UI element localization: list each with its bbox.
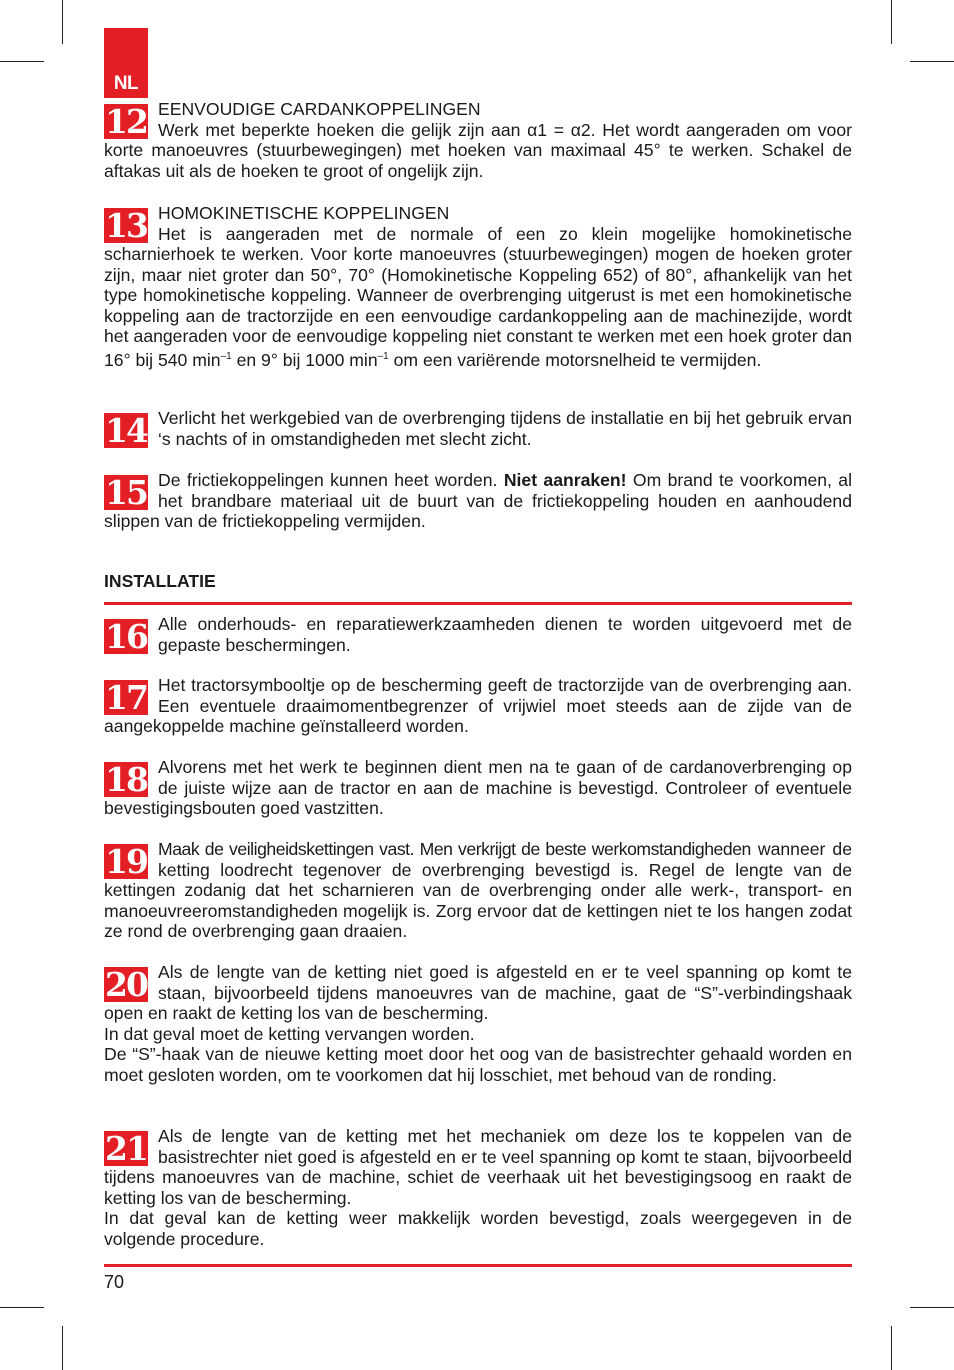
item-number-badge: 18: [105, 760, 147, 799]
item-number-badge: 12: [105, 102, 147, 141]
item-14: [104, 408, 852, 449]
item-text: Alle onderhouds- en reparatiewerkzaamheden dienen te worden uitgevoerd met de gepaste beschermingen.: [158, 614, 852, 655]
item-number-badge: 15: [105, 473, 147, 512]
crop-mark: [910, 61, 954, 62]
item-number-badge: 19: [105, 842, 147, 881]
item-number-badge: 13: [105, 206, 147, 245]
item-text: Het tractorsymbooltje op de bescherming geeft de tractorzijde van de overbrenging aan. Een eventuele draaimomentbegrenzer of vrijwiel moet steeds aan de zijde van de aangekoppelde machine geïnstalleerd worden.: [104, 675, 852, 736]
item-number-badge: 16: [105, 617, 147, 656]
language-tab-label: NL: [113, 73, 139, 94]
section-title: INSTALLATIE: [104, 571, 216, 591]
item-text: De frictiekoppelingen kunnen heet worden. Niet aanraken! Om brand te voorkomen, al het brandbare materiaal uit de buurt van de frictiekoppeling houden en aanhoudend slippen van de frictiekoppeling vermijden.: [104, 470, 852, 531]
item-number-badge: 20: [105, 965, 147, 1004]
item-heading: HOMOKINETISCHE KOPPELINGEN: [158, 203, 450, 223]
section-divider: [104, 602, 852, 605]
crop-mark: [891, 1326, 892, 1370]
item-19: [104, 839, 852, 942]
item-text: Werk met beperkte hoeken die gelijk zijn aan α1 = α2. Het wordt aangeraden om voor korte manoeuvres (stuurbewegingen) met hoeken van maximaal 45° te werken. Schakel de aftakas uit als de hoeken te groot of ongelijk zijn.: [104, 119, 852, 181]
page-number: 70: [104, 1272, 125, 1292]
item-20: [104, 962, 852, 1085]
item-16: [104, 614, 852, 655]
item-13: [104, 203, 852, 370]
crop-mark: [0, 61, 44, 62]
item-number-badge: 21: [105, 1129, 147, 1168]
crop-mark: [62, 0, 63, 44]
item-15: [104, 470, 852, 532]
item-text: Maak de veiligheidskettingen vast. Men verkrijgt de beste werkomstandigheden wanneer de ketting loodrecht tegenover de overbrenging bevestigd is. Regel de lengte van de kettingen zodanig dat het scharnieren van de overbrenging onder alle werk-, transport- en manoeuvreeromstandigheden mogelijk is. Zorg ervoor dat de kettingen niet te los hangen zodat ze rond de overbrenging gaan draaien.: [104, 839, 852, 941]
item-number-badge: 14: [105, 411, 147, 450]
warning-text: Niet aanraken!: [503, 470, 627, 490]
item-17: [104, 675, 852, 737]
item-18: [104, 757, 852, 819]
item-text: Als de lengte van de ketting met het mechaniek om deze los te koppelen van de basistrechter niet goed is afgesteld en er te veel spanning op komt te staan, bijvoorbeeld tijdens manoeuvres van de machine, schiet de veerhaak uit het bevestigingsoog en raakt de ketting los van de bescherming.: [104, 1126, 852, 1208]
item-text: Het is aangeraden met de normale of een zo klein mogelijke homokinetische scharnierhoek te werken. Voor korte manoeuvres (stuurbewegingen) mogen de hoeken groter zijn, maar niet groter dan 50°, 70° (Homokinetische Koppeling 652) of 80°, afhankelijk van het type homokinetische koppeling. Wanneer de overbrenging uitgerust is met een homokinetische koppeling aan de tractorzijde en een eenvoudige cardankoppeling aan de machinezijde, wordt het aangeraden voor de eenvoudige koppeling niet constant te werken met een hoek groter dan 16° bij 540 $\min^{-1}$ en 9° bij 1000 $\min^{-1}$ om een variërende motorsnelheid te vermijden.: [104, 223, 852, 370]
item-text: Als de lengte van de ketting niet goed is afgesteld en er te veel spanning op komt te staan, bijvoorbeeld tijdens manoeuvres van de machine, gaat de “S”-verbindingshaak open en raakt de ketting los van de bescherming.: [104, 962, 852, 1023]
item-text: Verlicht het werkgebied van de overbrenging tijdens de installatie en bij het gebruik ervan ‘s nachts of in omstandigheden met slecht zicht.: [158, 408, 852, 449]
item-number-badge: 17: [105, 678, 147, 717]
crop-mark: [891, 0, 892, 44]
item-12: [104, 99, 852, 181]
item-21: [104, 1126, 852, 1249]
item-heading: EENVOUDIGE CARDANKOPPELINGEN: [158, 99, 481, 119]
item-text: In dat geval moet de ketting vervangen worden.: [104, 1023, 475, 1044]
footer-divider: [104, 1264, 852, 1267]
language-tab: [104, 28, 148, 98]
crop-mark: [910, 1307, 954, 1308]
crop-mark: [0, 1307, 44, 1308]
item-text: Alvorens met het werk te beginnen dient men na te gaan of de cardanoverbrenging op de juiste wijze aan de tractor en aan de machine is bevestigd. Controleer of eventuele bevestigingsbouten goed vastzitten.: [104, 757, 852, 818]
item-text: De “S”-haak van de nieuwe ketting moet door het oog van de basistrechter gehaald worden en moet gesloten worden, om te voorkomen dat hij losschiet, met behoud van de ronding.: [104, 1044, 852, 1085]
crop-mark: [62, 1326, 63, 1370]
item-text: In dat geval kan de ketting weer makkelijk worden bevestigd, zoals weergegeven in de volgende procedure.: [104, 1208, 852, 1249]
